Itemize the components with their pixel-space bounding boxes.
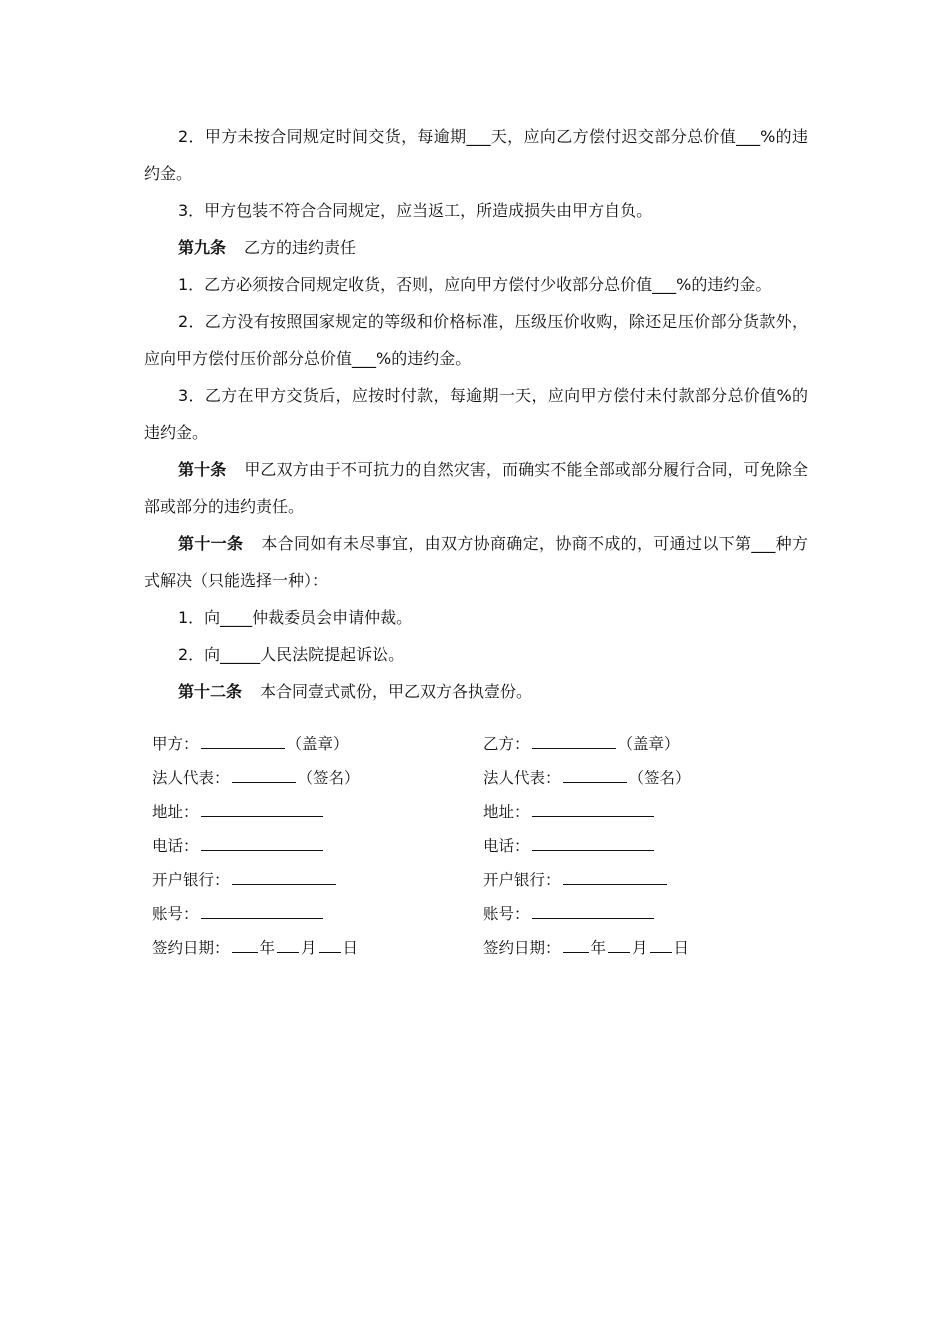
party-a-signature-block [152,732,360,970]
party-b-line[interactable] [532,732,616,749]
party-a-year-line[interactable] [232,936,258,953]
party-a-rep-label: 法人代表： [152,769,230,787]
party-b-rep-row [483,766,691,800]
party-a-date-label: 签约日期： [152,939,230,957]
party-a-account-label: 账号： [152,905,199,923]
party-a-phone-row [152,834,360,868]
party-b-date-label: 签约日期： [483,939,561,957]
party-b-year: 年 [590,939,607,957]
party-b-date-row [483,936,691,970]
party-a-address-line[interactable] [201,800,323,817]
article-11-text: 本合同如有未尽事宜，由双方协商确定，协商不成的，可通过以下第___种方式解决（只能选择一种）： [144,534,808,590]
clause-8-item-3: 3．甲方包装不符合合同规定，应当返工，所造成损失由甲方自负。 [178,201,653,220]
clause-9-item-1: 1．乙方必须按合同规定收货，否则，应向甲方偿付少收部分总价值___%的违约金。 [178,275,772,294]
party-a-bank-line[interactable] [232,868,336,885]
party-b-bank-line[interactable] [563,868,667,885]
party-a-month-line[interactable] [277,936,299,953]
party-b-address-line[interactable] [532,800,654,817]
party-b-day: 日 [673,939,690,957]
article-12 [144,673,808,710]
article-11 [144,525,808,599]
party-a-bank-label: 开户银行： [152,871,230,889]
article-9-heading [144,229,808,266]
party-b-address-row [483,800,691,834]
party-b-account-label: 账号： [483,905,530,923]
party-a-account-line[interactable] [201,902,323,919]
clause-9-item-2: 2．乙方没有按照国家规定的等级和价格标准，压级压价收购，除还足压价部分货款外，应向甲方偿付压价部分总价值___%的违约金。 [144,312,808,368]
party-b-signature-block [483,732,691,970]
article-10-title: 第十条 [178,460,227,479]
party-a-bank-row [152,868,360,902]
article-10 [144,451,808,525]
party-b-account-row [483,902,691,936]
clause-11-item-2: 2．向_____人民法院提起诉讼。 [178,645,405,664]
party-b-row [483,732,691,766]
party-b-rep-label: 法人代表： [483,769,561,787]
party-b-sign: （签名） [628,769,691,787]
party-b-label: 乙方： [483,735,530,753]
party-b-phone-label: 电话： [483,837,530,855]
party-a-phone-line[interactable] [201,834,323,851]
clause-9-item-3: 3．乙方在甲方交货后，应按时付款，每逾期一天，应向甲方偿付未付款部分总价值%的违约金。 [144,386,808,442]
party-a-sign: （签名） [297,769,360,787]
party-a-line[interactable] [201,732,285,749]
party-b-bank-row [483,868,691,902]
party-b-year-line[interactable] [563,936,589,953]
party-b-day-line[interactable] [650,936,672,953]
party-a-address-row [152,800,360,834]
clause-11-item-1: 1．向____仲裁委员会申请仲裁。 [178,608,413,627]
article-12-title: 第十二条 [178,682,243,701]
party-b-bank-label: 开户银行： [483,871,561,889]
party-a-year: 年 [259,939,276,957]
party-a-address-label: 地址： [152,803,199,821]
party-b-seal: （盖章） [617,735,680,753]
party-a-rep-line[interactable] [232,766,296,783]
party-b-phone-line[interactable] [532,834,654,851]
article-9-title: 第九条 [178,238,227,257]
party-b-month-line[interactable] [608,936,630,953]
party-b-account-line[interactable] [532,902,654,919]
party-a-label: 甲方： [152,735,199,753]
party-a-rep-row [152,766,360,800]
party-a-month: 月 [301,939,317,957]
article-12-text: 本合同壹式贰份，甲乙双方各执壹份。 [260,682,533,701]
party-b-rep-line[interactable] [563,766,627,783]
party-a-date-row [152,936,360,970]
party-a-account-row [152,902,360,936]
party-a-day: 日 [342,939,359,957]
party-b-phone-row [483,834,691,868]
party-a-seal: （盖章） [286,735,349,753]
party-a-row [152,732,360,766]
party-b-month: 月 [632,939,648,957]
article-10-text: 甲乙双方由于不可抗力的自然灾害，而确实不能全部或部分履行合同，可免除全部或部分的违约责任。 [144,460,808,516]
party-b-address-label: 地址： [483,803,530,821]
article-9-text: 乙方的违约责任 [244,238,357,257]
party-a-phone-label: 电话： [152,837,199,855]
party-a-day-line[interactable] [319,936,341,953]
clause-8-item-2: 2．甲方未按合同规定时间交货，每逾期___天，应向乙方偿付迟交部分总价值___%的违约金。 [144,127,808,183]
contract-body [144,118,808,710]
article-11-title: 第十一条 [178,534,244,553]
